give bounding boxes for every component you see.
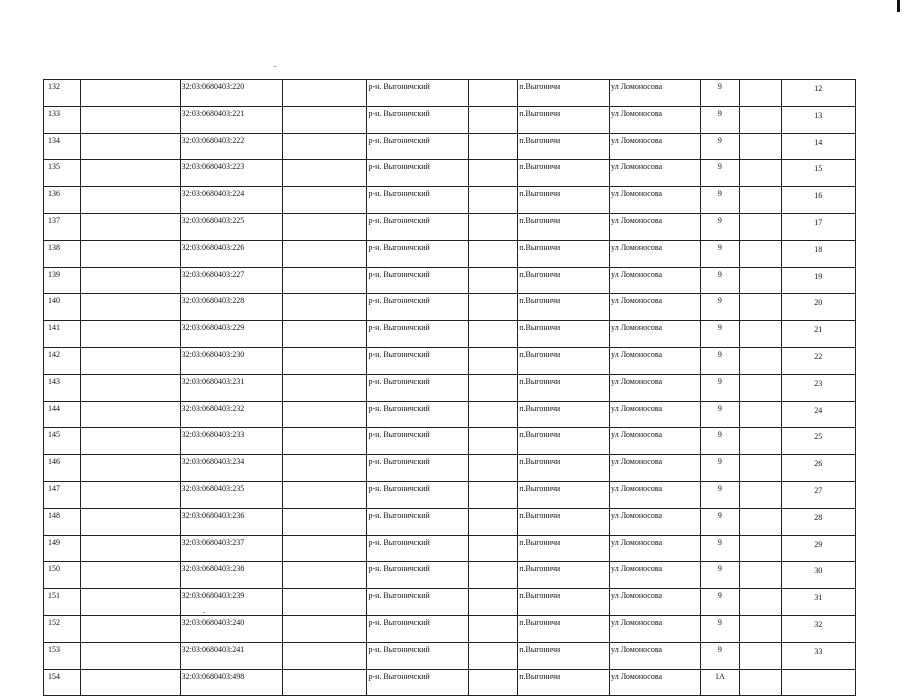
house-number-cell: 9 bbox=[700, 562, 739, 589]
blank-cell bbox=[283, 669, 367, 696]
blank-cell bbox=[740, 374, 782, 401]
house-number-cell: 9 bbox=[700, 133, 739, 160]
blank-cell bbox=[283, 240, 367, 267]
blank-cell bbox=[81, 428, 180, 455]
apartment-number-cell: 23 bbox=[781, 374, 855, 401]
settlement-cell: п.Выгоничи bbox=[518, 428, 610, 455]
house-number-cell: 9 bbox=[700, 106, 739, 133]
district-cell: р-н. Выгоничский bbox=[367, 428, 469, 455]
table-row bbox=[44, 321, 856, 348]
street-cell: ул Ломоносова bbox=[610, 347, 701, 374]
table-row bbox=[44, 455, 856, 482]
blank-cell bbox=[283, 535, 367, 562]
cadastral-number-cell: 32:03:0680403:223 bbox=[180, 160, 283, 187]
blank-cell bbox=[81, 267, 180, 294]
settlement-cell: п.Выгоничи bbox=[518, 294, 610, 321]
table-row bbox=[44, 294, 856, 321]
apartment-number-cell: 16 bbox=[781, 187, 855, 214]
blank-cell bbox=[81, 508, 180, 535]
street-cell: ул Ломоносова bbox=[610, 401, 701, 428]
blank-cell bbox=[81, 160, 180, 187]
house-number-cell: 9 bbox=[700, 374, 739, 401]
apartment-number-cell: 17 bbox=[781, 213, 855, 240]
apartment-number-cell: 26 bbox=[781, 455, 855, 482]
cadastral-number-cell: 32:03:0680403:234 bbox=[180, 455, 283, 482]
street-cell: ул Ломоносова bbox=[610, 160, 701, 187]
row-number-cell: 140 bbox=[44, 294, 81, 321]
blank-cell bbox=[283, 428, 367, 455]
blank-cell bbox=[81, 106, 180, 133]
scan-edge-mark bbox=[897, 0, 900, 12]
apartment-number-cell: 19 bbox=[781, 267, 855, 294]
settlement-cell: п.Выгоничи bbox=[518, 321, 610, 348]
cadastral-number-cell: 32:03:0680403:224 bbox=[180, 187, 283, 214]
blank-cell bbox=[469, 401, 518, 428]
cadastral-number-cell: 32:03:0680403:240 bbox=[180, 615, 283, 642]
blank-cell bbox=[81, 133, 180, 160]
blank-cell bbox=[283, 187, 367, 214]
cadastral-number-cell: 32:03:0680403:238 bbox=[180, 562, 283, 589]
settlement-cell: п.Выгоничи bbox=[518, 455, 610, 482]
cadastral-number-cell: 32:03:0680403:228 bbox=[180, 294, 283, 321]
settlement-cell: п.Выгоничи bbox=[518, 401, 610, 428]
blank-cell bbox=[740, 642, 782, 669]
blank-cell bbox=[469, 615, 518, 642]
blank-cell bbox=[81, 80, 180, 107]
blank-cell bbox=[469, 642, 518, 669]
table-row bbox=[44, 428, 856, 455]
table-row bbox=[44, 80, 856, 107]
table-row bbox=[44, 133, 856, 160]
blank-cell bbox=[283, 508, 367, 535]
district-cell: р-н. Выгоничский bbox=[367, 321, 469, 348]
blank-cell bbox=[81, 240, 180, 267]
blank-cell bbox=[469, 187, 518, 214]
registry-table-body bbox=[44, 80, 856, 696]
table-row bbox=[44, 562, 856, 589]
house-number-cell: 9 bbox=[700, 321, 739, 348]
apartment-number-cell: 18 bbox=[781, 240, 855, 267]
settlement-cell: п.Выгоничи bbox=[518, 481, 610, 508]
district-cell: р-н. Выгоничский bbox=[367, 80, 469, 107]
row-number-cell: 151 bbox=[44, 589, 81, 616]
table-row bbox=[44, 187, 856, 214]
house-number-cell: 9 bbox=[700, 535, 739, 562]
settlement-cell: п.Выгоничи bbox=[518, 267, 610, 294]
street-cell: ул Ломоносова bbox=[610, 106, 701, 133]
blank-cell bbox=[740, 106, 782, 133]
blank-cell bbox=[81, 455, 180, 482]
settlement-cell: п.Выгоничи bbox=[518, 642, 610, 669]
street-cell: ул Ломоносова bbox=[610, 669, 701, 696]
blank-cell bbox=[740, 213, 782, 240]
house-number-cell: 9 bbox=[700, 428, 739, 455]
cadastral-number-cell: 32:03:0680403:498 bbox=[180, 669, 283, 696]
blank-cell bbox=[81, 294, 180, 321]
blank-cell bbox=[81, 187, 180, 214]
blank-cell bbox=[740, 455, 782, 482]
blank-cell bbox=[740, 80, 782, 107]
district-cell: р-н. Выгоничский bbox=[367, 589, 469, 616]
row-number-cell: 144 bbox=[44, 401, 81, 428]
blank-cell bbox=[469, 160, 518, 187]
blank-cell bbox=[283, 589, 367, 616]
house-number-cell: 9 bbox=[700, 267, 739, 294]
house-number-cell: 9 bbox=[700, 481, 739, 508]
settlement-cell: п.Выгоничи bbox=[518, 160, 610, 187]
district-cell: р-н. Выгоничский bbox=[367, 160, 469, 187]
apartment-number-cell: 29 bbox=[781, 535, 855, 562]
street-cell: ул Ломоносова bbox=[610, 321, 701, 348]
settlement-cell: п.Выгоничи bbox=[518, 106, 610, 133]
row-number-cell: 142 bbox=[44, 347, 81, 374]
blank-cell bbox=[740, 347, 782, 374]
blank-cell bbox=[283, 321, 367, 348]
district-cell: р-н. Выгоничский bbox=[367, 267, 469, 294]
table-row bbox=[44, 213, 856, 240]
settlement-cell: п.Выгоничи bbox=[518, 535, 610, 562]
cadastral-number-cell: 32:03:0680403:232 bbox=[180, 401, 283, 428]
blank-cell bbox=[283, 481, 367, 508]
table-row bbox=[44, 240, 856, 267]
table-row bbox=[44, 106, 856, 133]
blank-cell bbox=[469, 589, 518, 616]
settlement-cell: п.Выгоничи bbox=[518, 213, 610, 240]
district-cell: р-н. Выгоничский bbox=[367, 669, 469, 696]
apartment-number-cell: 25 bbox=[781, 428, 855, 455]
blank-cell bbox=[740, 160, 782, 187]
blank-cell bbox=[469, 133, 518, 160]
settlement-cell: п.Выгоничи bbox=[518, 589, 610, 616]
apartment-number-cell: 15 bbox=[781, 160, 855, 187]
blank-cell bbox=[283, 401, 367, 428]
table-row bbox=[44, 374, 856, 401]
street-cell: ул Ломоносова bbox=[610, 535, 701, 562]
table-row bbox=[44, 642, 856, 669]
row-number-cell: 139 bbox=[44, 267, 81, 294]
scan-speck bbox=[274, 66, 276, 67]
district-cell: р-н. Выгоничский bbox=[367, 401, 469, 428]
blank-cell bbox=[469, 240, 518, 267]
table-row bbox=[44, 508, 856, 535]
apartment-number-cell: 13 bbox=[781, 106, 855, 133]
street-cell: ул Ломоносова bbox=[610, 428, 701, 455]
apartment-number-cell bbox=[781, 669, 855, 696]
street-cell: ул Ломоносова bbox=[610, 508, 701, 535]
table-row bbox=[44, 481, 856, 508]
blank-cell bbox=[283, 455, 367, 482]
house-number-cell: 9 bbox=[700, 401, 739, 428]
blank-cell bbox=[469, 481, 518, 508]
cadastral-number-cell: 32:03:0680403:236 bbox=[180, 508, 283, 535]
blank-cell bbox=[81, 481, 180, 508]
blank-cell bbox=[740, 428, 782, 455]
blank-cell bbox=[81, 615, 180, 642]
district-cell: р-н. Выгоничский bbox=[367, 106, 469, 133]
street-cell: ул Ломоносова bbox=[610, 562, 701, 589]
house-number-cell: 9 bbox=[700, 347, 739, 374]
settlement-cell: п.Выгоничи bbox=[518, 347, 610, 374]
blank-cell bbox=[469, 535, 518, 562]
house-number-cell: 9 bbox=[700, 589, 739, 616]
blank-cell bbox=[740, 589, 782, 616]
cadastral-number-cell: 32:03:0680403:239 bbox=[180, 589, 283, 616]
cadastral-number-cell: 32:03:0680403:220 bbox=[180, 80, 283, 107]
blank-cell bbox=[81, 535, 180, 562]
house-number-cell: 9 bbox=[700, 213, 739, 240]
row-number-cell: 134 bbox=[44, 133, 81, 160]
blank-cell bbox=[469, 374, 518, 401]
blank-cell bbox=[740, 401, 782, 428]
property-registry-table bbox=[43, 79, 856, 696]
house-number-cell: 9 bbox=[700, 642, 739, 669]
cadastral-number-cell: 32:03:0680403:226 bbox=[180, 240, 283, 267]
apartment-number-cell: 27 bbox=[781, 481, 855, 508]
settlement-cell: п.Выгоничи bbox=[518, 374, 610, 401]
table-row bbox=[44, 160, 856, 187]
blank-cell bbox=[283, 133, 367, 160]
cadastral-number-cell: 32:03:0680403:227 bbox=[180, 267, 283, 294]
row-number-cell: 153 bbox=[44, 642, 81, 669]
blank-cell bbox=[740, 508, 782, 535]
blank-cell bbox=[469, 428, 518, 455]
table-row bbox=[44, 267, 856, 294]
street-cell: ул Ломоносова bbox=[610, 642, 701, 669]
row-number-cell: 147 bbox=[44, 481, 81, 508]
row-number-cell: 143 bbox=[44, 374, 81, 401]
row-number-cell: 135 bbox=[44, 160, 81, 187]
street-cell: ул Ломоносова bbox=[610, 294, 701, 321]
blank-cell bbox=[469, 508, 518, 535]
blank-cell bbox=[81, 321, 180, 348]
street-cell: ул Ломоносова bbox=[610, 187, 701, 214]
blank-cell bbox=[740, 669, 782, 696]
settlement-cell: п.Выгоничи bbox=[518, 80, 610, 107]
blank-cell bbox=[81, 401, 180, 428]
apartment-number-cell: 31 bbox=[781, 589, 855, 616]
row-number-cell: 146 bbox=[44, 455, 81, 482]
street-cell: ул Ломоносова bbox=[610, 213, 701, 240]
cadastral-number-cell: 32:03:0680403:237 bbox=[180, 535, 283, 562]
blank-cell bbox=[740, 294, 782, 321]
house-number-cell: 9 bbox=[700, 80, 739, 107]
settlement-cell: п.Выгоничи bbox=[518, 240, 610, 267]
street-cell: ул Ломоносова bbox=[610, 133, 701, 160]
apartment-number-cell: 14 bbox=[781, 133, 855, 160]
blank-cell bbox=[81, 347, 180, 374]
cadastral-number-cell: 32:03:0680403:241 bbox=[180, 642, 283, 669]
district-cell: р-н. Выгоничский bbox=[367, 481, 469, 508]
house-number-cell: 9 bbox=[700, 294, 739, 321]
blank-cell bbox=[283, 294, 367, 321]
row-number-cell: 136 bbox=[44, 187, 81, 214]
district-cell: р-н. Выгоничский bbox=[367, 455, 469, 482]
apartment-number-cell: 22 bbox=[781, 347, 855, 374]
house-number-cell: 9 bbox=[700, 160, 739, 187]
blank-cell bbox=[740, 187, 782, 214]
apartment-number-cell: 21 bbox=[781, 321, 855, 348]
row-number-cell: 154 bbox=[44, 669, 81, 696]
apartment-number-cell: 32 bbox=[781, 615, 855, 642]
table-row bbox=[44, 535, 856, 562]
district-cell: р-н. Выгоничский bbox=[367, 374, 469, 401]
row-number-cell: 141 bbox=[44, 321, 81, 348]
apartment-number-cell: 24 bbox=[781, 401, 855, 428]
settlement-cell: п.Выгоничи bbox=[518, 187, 610, 214]
district-cell: р-н. Выгоничский bbox=[367, 562, 469, 589]
blank-cell bbox=[81, 669, 180, 696]
row-number-cell: 133 bbox=[44, 106, 81, 133]
table-row bbox=[44, 669, 856, 696]
apartment-number-cell: 30 bbox=[781, 562, 855, 589]
blank-cell bbox=[469, 321, 518, 348]
blank-cell bbox=[469, 213, 518, 240]
blank-cell bbox=[283, 267, 367, 294]
street-cell: ул Ломоносова bbox=[610, 481, 701, 508]
house-number-cell: 9 bbox=[700, 187, 739, 214]
district-cell: р-н. Выгоничский bbox=[367, 294, 469, 321]
district-cell: р-н. Выгоничский bbox=[367, 213, 469, 240]
district-cell: р-н. Выгоничский bbox=[367, 615, 469, 642]
cadastral-number-cell: 32:03:0680403:235 bbox=[180, 481, 283, 508]
apartment-number-cell: 20 bbox=[781, 294, 855, 321]
blank-cell bbox=[81, 589, 180, 616]
settlement-cell: п.Выгоничи bbox=[518, 133, 610, 160]
apartment-number-cell: 12 bbox=[781, 80, 855, 107]
row-number-cell: 149 bbox=[44, 535, 81, 562]
house-number-cell: 9 bbox=[700, 240, 739, 267]
house-number-cell: 9 bbox=[700, 508, 739, 535]
blank-cell bbox=[283, 615, 367, 642]
row-number-cell: 132 bbox=[44, 80, 81, 107]
row-number-cell: 137 bbox=[44, 213, 81, 240]
district-cell: р-н. Выгоничский bbox=[367, 508, 469, 535]
blank-cell bbox=[283, 213, 367, 240]
district-cell: р-н. Выгоничский bbox=[367, 133, 469, 160]
blank-cell bbox=[283, 374, 367, 401]
blank-cell bbox=[469, 80, 518, 107]
apartment-number-cell: 33 bbox=[781, 642, 855, 669]
blank-cell bbox=[469, 562, 518, 589]
blank-cell bbox=[740, 267, 782, 294]
blank-cell bbox=[469, 106, 518, 133]
cadastral-number-cell: 32:03:0680403:222 bbox=[180, 133, 283, 160]
street-cell: ул Ломоносова bbox=[610, 267, 701, 294]
table-row bbox=[44, 589, 856, 616]
row-number-cell: 138 bbox=[44, 240, 81, 267]
blank-cell bbox=[740, 562, 782, 589]
blank-cell bbox=[469, 294, 518, 321]
street-cell: ул Ломоносова bbox=[610, 455, 701, 482]
blank-cell bbox=[740, 240, 782, 267]
district-cell: р-н. Выгоничский bbox=[367, 642, 469, 669]
house-number-cell: 9 bbox=[700, 455, 739, 482]
cadastral-number-cell: 32:03:0680403:221 bbox=[180, 106, 283, 133]
blank-cell bbox=[740, 321, 782, 348]
settlement-cell: п.Выгоничи bbox=[518, 508, 610, 535]
cadastral-number-cell: 32:03:0680403:233 bbox=[180, 428, 283, 455]
cadastral-number-cell: 32:03:0680403:225 bbox=[180, 213, 283, 240]
district-cell: р-н. Выгоничский bbox=[367, 535, 469, 562]
row-number-cell: 145 bbox=[44, 428, 81, 455]
row-number-cell: 150 bbox=[44, 562, 81, 589]
district-cell: р-н. Выгоничский bbox=[367, 240, 469, 267]
cadastral-number-cell: 32:03:0680403:230 bbox=[180, 347, 283, 374]
row-number-cell: 148 bbox=[44, 508, 81, 535]
blank-cell bbox=[81, 562, 180, 589]
blank-cell bbox=[283, 80, 367, 107]
street-cell: ул Ломоносова bbox=[610, 615, 701, 642]
settlement-cell: п.Выгоничи bbox=[518, 669, 610, 696]
blank-cell bbox=[283, 347, 367, 374]
district-cell: р-н. Выгоничский bbox=[367, 187, 469, 214]
house-number-cell: 1А bbox=[700, 669, 739, 696]
blank-cell bbox=[283, 160, 367, 187]
blank-cell bbox=[283, 562, 367, 589]
settlement-cell: п.Выгоничи bbox=[518, 615, 610, 642]
settlement-cell: п.Выгоничи bbox=[518, 562, 610, 589]
district-cell: р-н. Выгоничский bbox=[367, 347, 469, 374]
street-cell: ул Ломоносова bbox=[610, 589, 701, 616]
blank-cell bbox=[469, 267, 518, 294]
table-row bbox=[44, 347, 856, 374]
street-cell: ул Ломоносова bbox=[610, 80, 701, 107]
street-cell: ул Ломоносова bbox=[610, 374, 701, 401]
blank-cell bbox=[469, 347, 518, 374]
blank-cell bbox=[740, 481, 782, 508]
apartment-number-cell: 28 bbox=[781, 508, 855, 535]
row-number-cell: 152 bbox=[44, 615, 81, 642]
cadastral-number-cell: 32:03:0680403:231 bbox=[180, 374, 283, 401]
cadastral-number-cell: 32:03:0680403:229 bbox=[180, 321, 283, 348]
blank-cell bbox=[283, 106, 367, 133]
blank-cell bbox=[740, 615, 782, 642]
blank-cell bbox=[81, 374, 180, 401]
table-row bbox=[44, 401, 856, 428]
street-cell: ул Ломоносова bbox=[610, 240, 701, 267]
blank-cell bbox=[469, 455, 518, 482]
blank-cell bbox=[81, 642, 180, 669]
house-number-cell: 9 bbox=[700, 615, 739, 642]
blank-cell bbox=[283, 642, 367, 669]
blank-cell bbox=[740, 133, 782, 160]
blank-cell bbox=[81, 213, 180, 240]
blank-cell bbox=[469, 669, 518, 696]
blank-cell bbox=[740, 535, 782, 562]
table-row bbox=[44, 615, 856, 642]
